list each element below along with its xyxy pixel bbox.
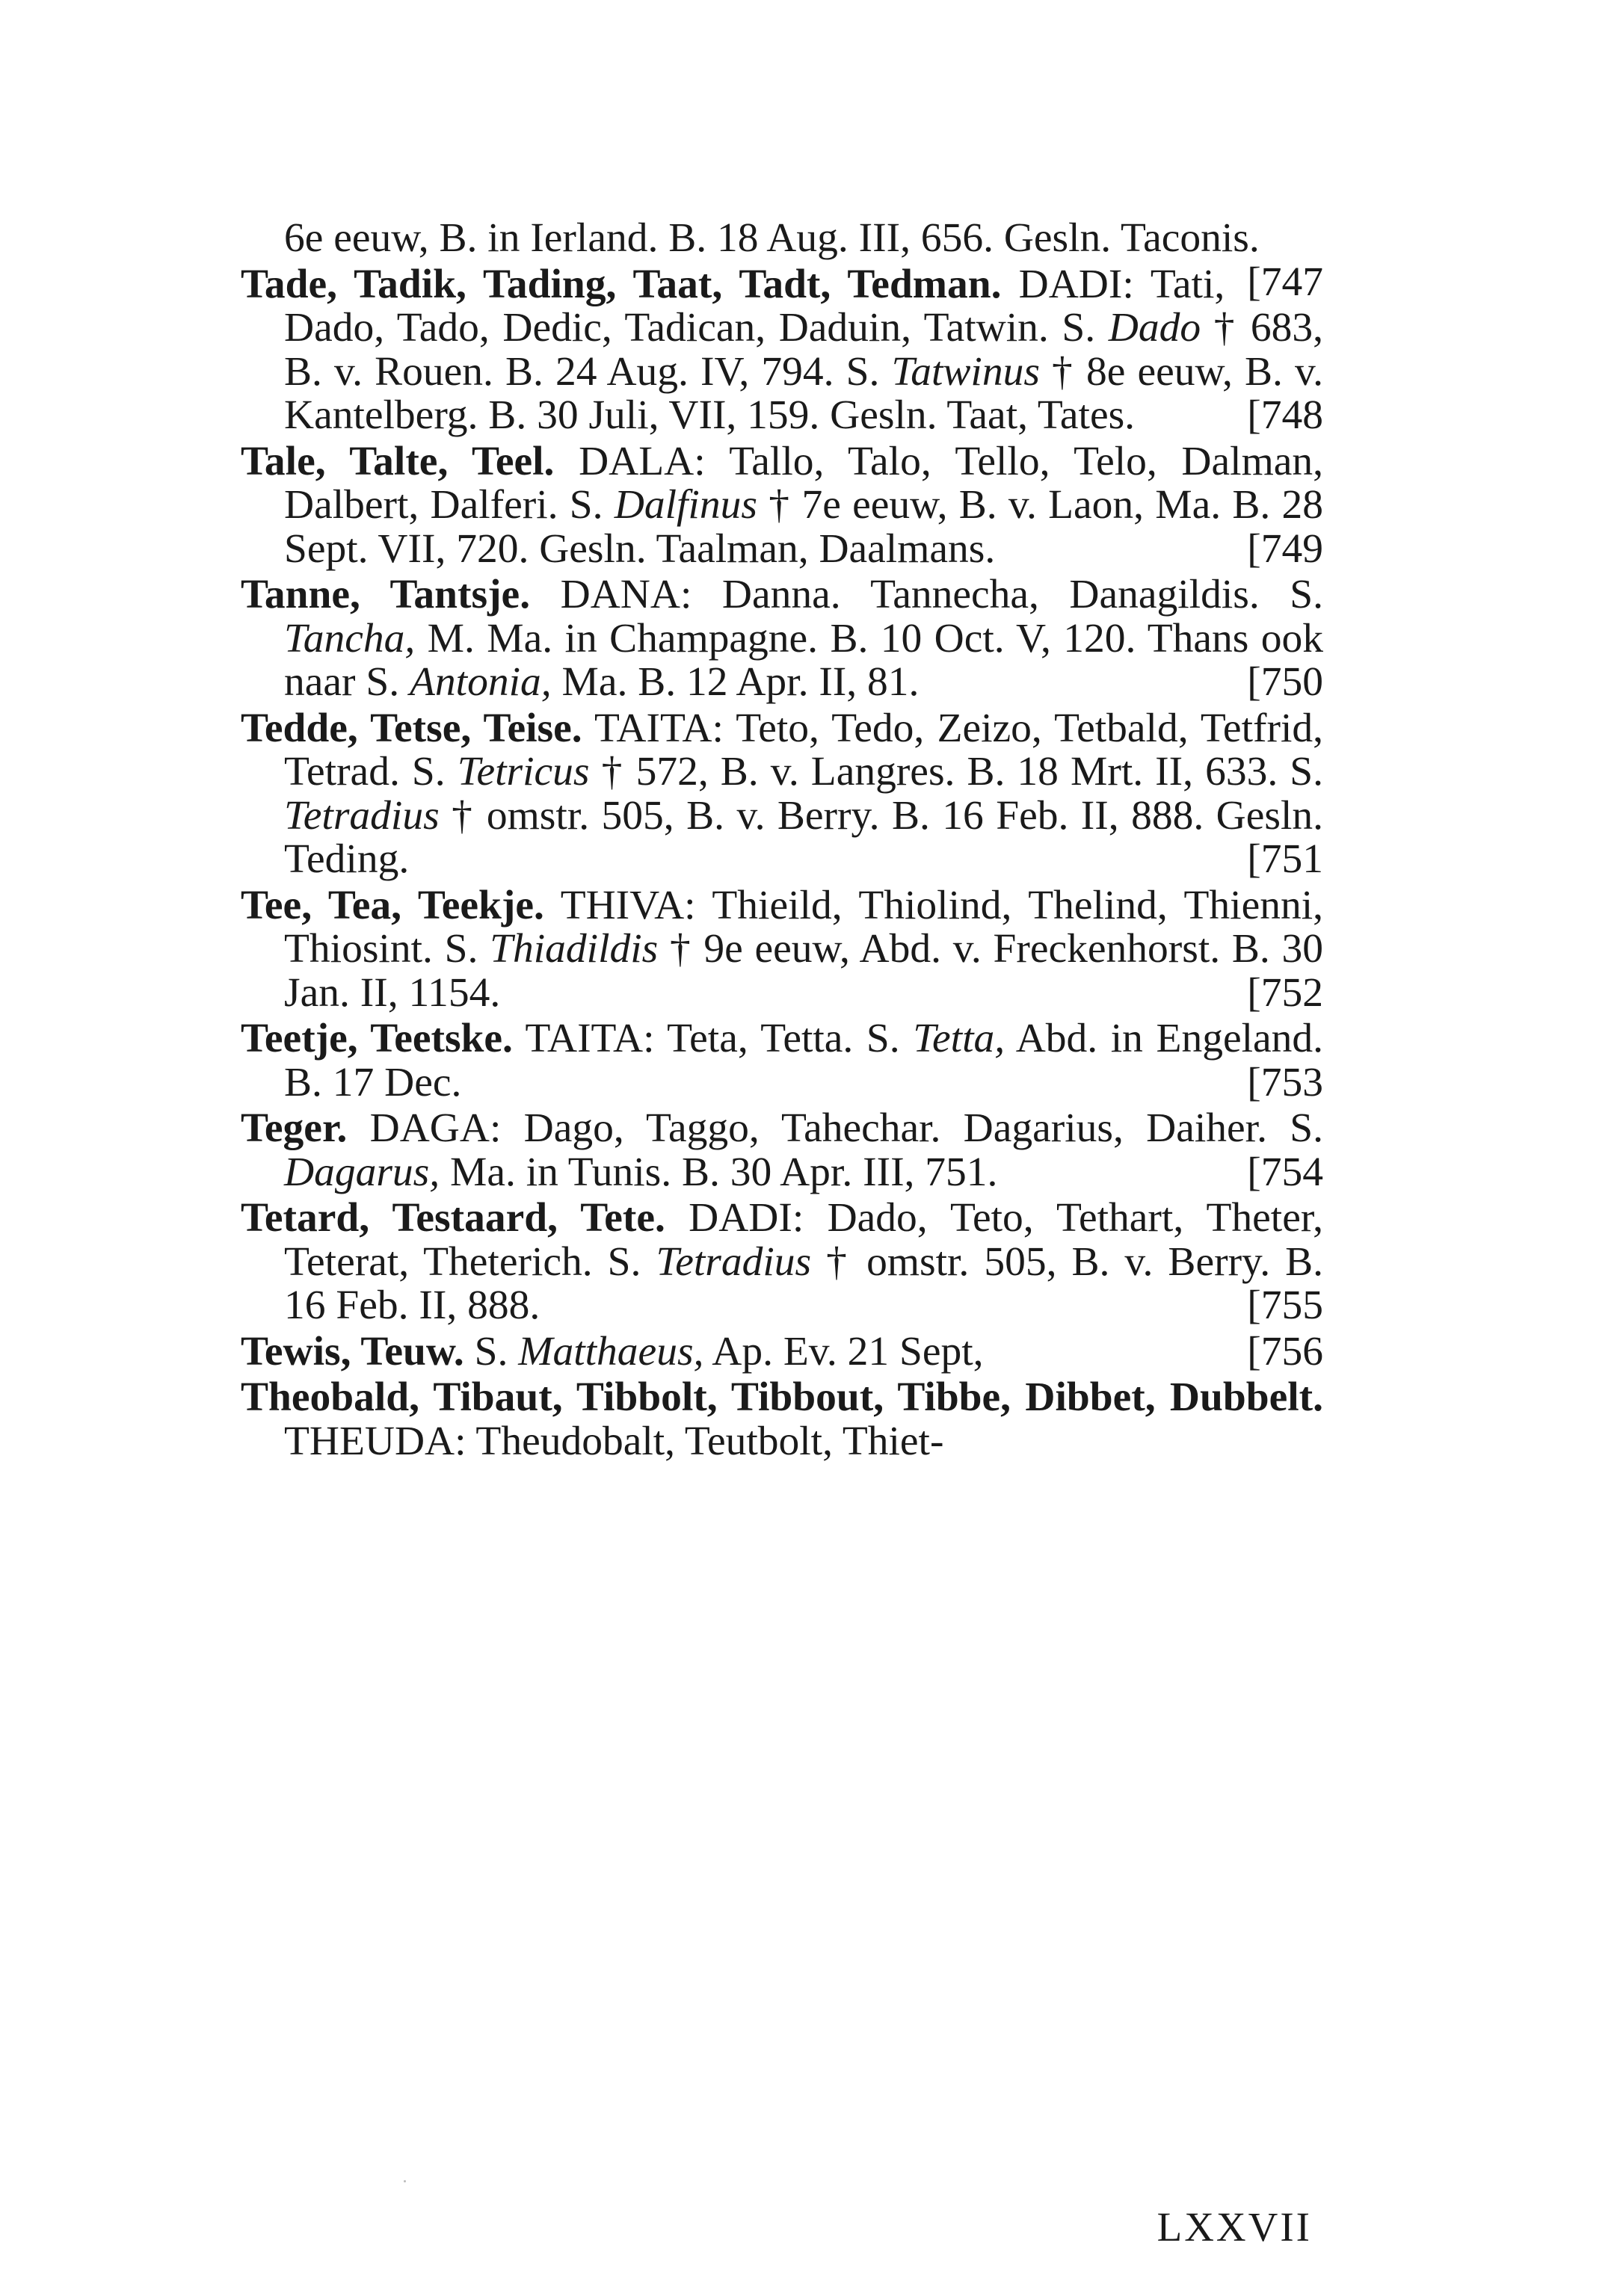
dictionary-entry xyxy=(241,1376,1323,1463)
dictionary-entry xyxy=(241,259,1324,438)
saint-name: Tetradius xyxy=(656,1238,812,1285)
entry-text: Ma. B. 12 Apr. II, 81. xyxy=(551,659,920,705)
entry-text: THEUDA: Theudobalt, Teutbolt, Thiet- xyxy=(284,1418,944,1464)
dictionary-entry xyxy=(241,440,1323,572)
entry-headword: Tanne, Tantsje. xyxy=(241,572,531,617)
entry-headword: Tee, Tea, Teekje. xyxy=(241,882,544,928)
entry-text: M. Ma. in Champagne. B. 10 Oct. V, 120. Thans ook naar S. xyxy=(284,615,1323,705)
entry-number: [747 xyxy=(1247,259,1323,305)
entry-text: † omstr. 505, B. v. Berry. B. 16 Feb. II, 888. xyxy=(284,1238,1323,1328)
saint-name: Tancha, xyxy=(284,615,416,661)
saint-name: Tetradius xyxy=(284,792,440,839)
entry-text: DADI: Tati, Dado, Tado, Dedic, Tadican, Daduin, Tatwin. S. xyxy=(284,261,1225,351)
entry-text: Ap. Ev. 21 Sept, xyxy=(703,1328,984,1374)
entry-number: [753 xyxy=(1247,1059,1323,1105)
entry-number: [752 xyxy=(1247,969,1323,1016)
dictionary-text xyxy=(241,217,1323,1463)
saint-name: Dalfinus xyxy=(614,482,757,528)
entry-headword: Teetje, Teetske. xyxy=(241,1016,513,1061)
entry-text: DANA: Danna. Tannecha, Danagildis. S. xyxy=(530,572,1324,617)
entry-headword: Theobald, Tibaut, Tibbolt, Tibbout, Tibbe, Dibbet, Dubbelt. xyxy=(241,1374,1323,1420)
entry-text: DALA: Tallo, Talo, Tello, Telo, Dalman, Dalbert, Dalferi. S. xyxy=(284,438,1323,528)
entry-headword: Tewis, Teuw. xyxy=(241,1328,464,1374)
entry-text: DAGA: Dago, Taggo, Tahechar. Dagarius, Daiher. S. xyxy=(347,1105,1323,1151)
page-number: LXXVII xyxy=(1157,2204,1312,2250)
dictionary-entry xyxy=(241,1017,1323,1105)
entry-headword: Tale, Talte, Teel. xyxy=(241,438,555,484)
dictionary-entry xyxy=(241,707,1323,882)
entry-number: [756 xyxy=(1247,1328,1323,1374)
paper-speck xyxy=(404,2180,406,2182)
entry-number: [749 xyxy=(1247,525,1323,572)
saint-name: Tetta, xyxy=(913,1016,1005,1061)
dictionary-entry xyxy=(241,1197,1323,1328)
dictionary-entry xyxy=(241,1330,1323,1374)
entry-headword: Tedde, Tetse, Teise. xyxy=(241,705,582,751)
saint-name: Dagarus, xyxy=(284,1149,440,1195)
entry-text: TAITA: Teta, Tetta. S. xyxy=(512,1016,914,1061)
dictionary-entry xyxy=(241,1107,1323,1194)
entry-text: DADI: Dado, Teto, Tethart, Theter, Teterat, Theterich. S. xyxy=(284,1195,1323,1285)
saint-name: Tatwinus xyxy=(891,348,1040,395)
entry-text: † 7e eeuw, B. v. Laon, Ma. B. 28 Sept. VII, 720. Gesln. Taalman, Daalmans. xyxy=(284,482,1324,572)
entry-text: † 9e eeuw, Abd. v. Freckenhorst. B. 30 Jan. II, 1154. xyxy=(284,926,1323,1016)
entry-number: [754 xyxy=(1247,1149,1323,1195)
entry-text: S. xyxy=(463,1328,519,1374)
saint-name: Thiadildis xyxy=(490,926,659,972)
entry-number: [751 xyxy=(1247,836,1323,882)
entry-text: Ma. in Tunis. B. 30 Apr. III, 751. xyxy=(440,1149,998,1195)
entry-text: THIVA: Thieild, Thiolind, Thelind, Thienni, Thiosint. S. xyxy=(284,882,1323,972)
dictionary-entry xyxy=(241,573,1323,705)
entry-text: † 8e eeuw, B. v. Kantelberg. B. 30 Juli, VII, 159. Gesln. Taat, Tates. xyxy=(284,348,1323,438)
entry-text: † 572, B. v. Langres. B. 18 Mrt. II, 633. S. xyxy=(589,749,1324,794)
entry-text: Abd. in Engeland. B. 17 Dec. xyxy=(284,1016,1324,1105)
entry-text: † omstr. 505, B. v. Berry. B. 16 Feb. II, 888. Gesln. Teding. xyxy=(284,792,1323,882)
entry-headword: Teger. xyxy=(241,1105,348,1151)
saint-name: Dado xyxy=(1108,305,1201,351)
dictionary-entry xyxy=(241,884,1323,1016)
entry-headword: Tetard, Testaard, Tete. xyxy=(241,1195,665,1241)
saint-name: Antonia, xyxy=(410,659,552,705)
entry-text: 6e eeuw, B. in Ierland. B. 18 Aug. III, 656. Gesln. Taconis. xyxy=(284,215,1260,261)
saint-name: Tetricus xyxy=(457,749,590,794)
entry-number: [748 xyxy=(1247,392,1323,438)
entry-number: [755 xyxy=(1247,1283,1323,1328)
entry-number: [750 xyxy=(1247,659,1323,705)
entry-text: TAITA: Teto, Tedo, Zeizo, Tetbald, Tetfrid, Tetrad. S. xyxy=(284,705,1323,794)
saint-name: Matthaeus, xyxy=(518,1328,704,1374)
entry-headword: Tade, Tadik, Tading, Taat, Tadt, Tedman. xyxy=(241,261,1002,307)
entry-text: † 683, B. v. Rouen. B. 24 Aug. IV, 794. S. xyxy=(284,305,1324,395)
